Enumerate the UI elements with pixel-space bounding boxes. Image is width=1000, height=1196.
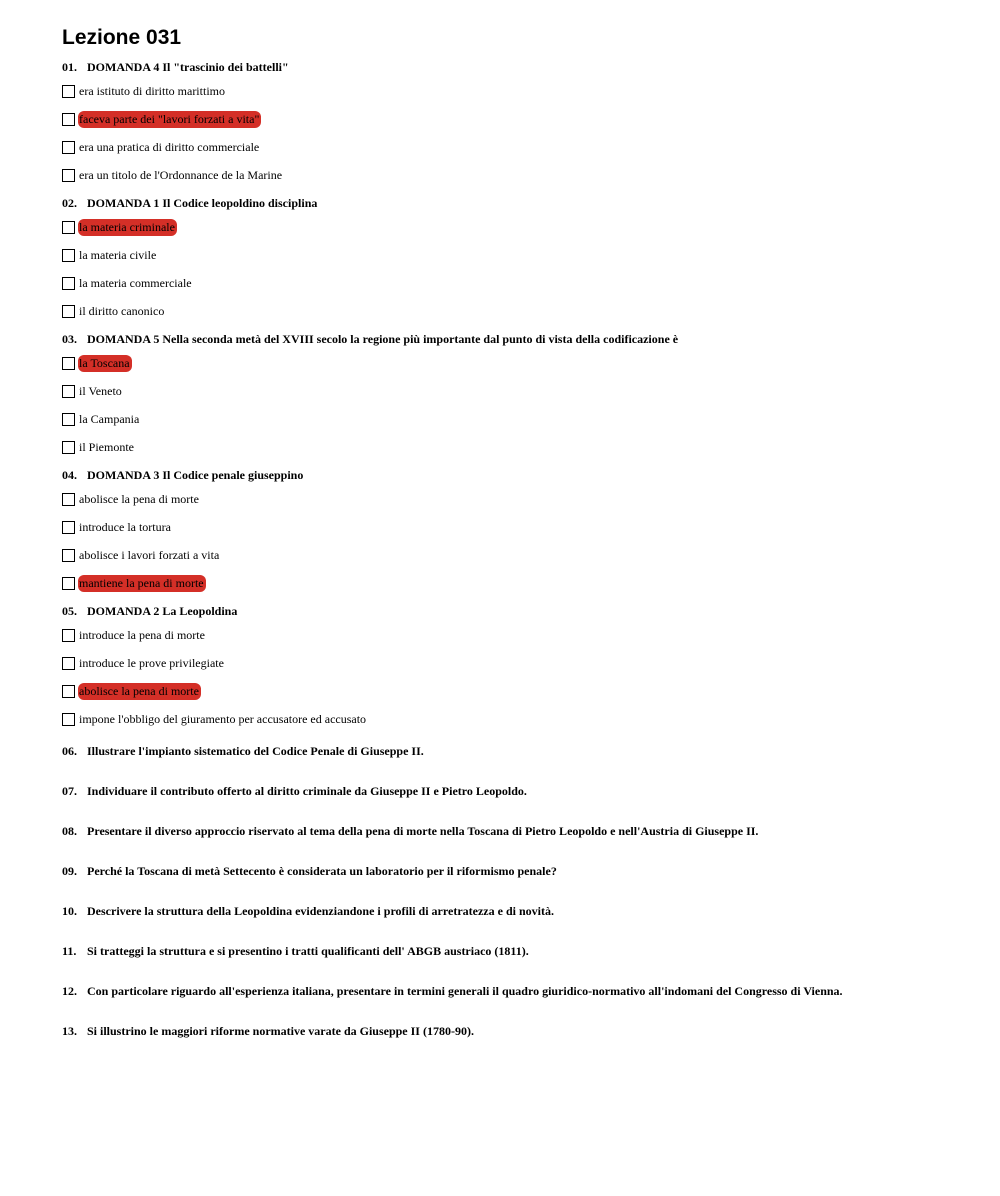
answer-option[interactable] [62, 546, 982, 564]
answer-option[interactable] [62, 166, 982, 184]
question-text: Individuare il contributo offerto al diritto criminale da Giuseppe II e Pietro Leopoldo. [87, 784, 527, 798]
answer-option[interactable] [62, 438, 982, 456]
answer-option[interactable] [62, 110, 982, 128]
question-text: Illustrare l'impianto sistematico del Codice Penale di Giuseppe II. [87, 744, 424, 758]
answer-text: introduce le prove privilegiate [79, 655, 224, 670]
answer-checkbox[interactable] [62, 305, 75, 318]
answer-text: abolisce la pena di morte [79, 491, 199, 506]
answer-option[interactable] [62, 354, 982, 372]
answer-text: era istituto di diritto marittimo [79, 83, 225, 98]
answer-checkbox[interactable] [62, 629, 75, 642]
answer-text: era un titolo de l'Ordonnance de la Marine [79, 167, 283, 182]
answer-option[interactable] [62, 710, 982, 728]
question-block [62, 330, 982, 456]
answer-checkbox[interactable] [62, 413, 75, 426]
question-text: DOMANDA 1 Il Codice leopoldino disciplina [87, 196, 318, 210]
answer-checkbox[interactable] [62, 713, 75, 726]
open-question [62, 942, 982, 960]
answer-checkbox[interactable] [62, 685, 75, 698]
answer-checkbox[interactable] [62, 521, 75, 534]
question-text: DOMANDA 4 Il "trascinio dei battelli" [87, 60, 289, 74]
answer-checkbox[interactable] [62, 113, 75, 126]
page-title: Lezione 031 [62, 26, 182, 49]
answer-option[interactable] [62, 654, 982, 672]
question-number: 12. [62, 984, 77, 998]
answer-text: impone l'obbligo del giuramento per accusatore ed accusato [79, 711, 367, 726]
question-text: Descrivere la struttura della Leopoldina evidenziandone i profili di arretratezza e di novità. [87, 904, 554, 918]
document-page [62, 24, 982, 1040]
question-text: Con particolare riguardo all'esperienza italiana, presentare in termini generali il quadro giuridico-normativo all'indomani del Congresso di Vienna. [87, 984, 843, 998]
question-number: 02. [62, 196, 77, 210]
answer-checkbox[interactable] [62, 441, 75, 454]
answer-text: era una pratica di diritto commerciale [79, 139, 260, 154]
answer-option[interactable] [62, 574, 982, 592]
answer-text: la materia civile [79, 247, 157, 262]
open-question [62, 862, 982, 880]
answer-option[interactable] [62, 626, 982, 644]
answer-text: il Piemonte [79, 439, 134, 454]
open-questions-section [62, 742, 982, 1040]
answer-option[interactable] [62, 382, 982, 400]
answer-text-highlighted: la Toscana [79, 355, 130, 370]
question-block [62, 194, 982, 320]
question-text: Presentare il diverso approccio riservato al tema della pena di morte nella Toscana di Pietro Leopoldo e nell'Austria di Giuseppe II. [87, 824, 759, 838]
answer-text-highlighted: abolisce la pena di morte [79, 683, 199, 698]
answer-checkbox[interactable] [62, 277, 75, 290]
answer-option[interactable] [62, 490, 982, 508]
answer-options [62, 82, 982, 184]
question-heading [62, 194, 982, 212]
answer-checkbox[interactable] [62, 85, 75, 98]
question-number: 09. [62, 864, 77, 878]
question-heading [62, 602, 982, 620]
answer-option[interactable] [62, 274, 982, 292]
answer-options [62, 218, 982, 320]
question-number: 11. [62, 944, 77, 958]
answer-text: la Campania [79, 411, 140, 426]
answer-text: introduce la pena di morte [79, 627, 205, 642]
answer-text-highlighted: la materia criminale [79, 219, 175, 234]
open-question [62, 1022, 982, 1040]
answer-option[interactable] [62, 138, 982, 156]
answer-checkbox[interactable] [62, 249, 75, 262]
answer-text: il diritto canonico [79, 303, 165, 318]
answer-text: il Veneto [79, 383, 122, 398]
question-block [62, 602, 982, 728]
answer-text-highlighted: mantiene la pena di morte [79, 575, 204, 590]
answer-options [62, 626, 982, 728]
question-number: 13. [62, 1024, 77, 1038]
question-number: 10. [62, 904, 77, 918]
question-block [62, 466, 982, 592]
answer-checkbox[interactable] [62, 385, 75, 398]
answer-options [62, 354, 982, 456]
answer-text-highlighted: faceva parte dei "lavori forzati a vita" [79, 111, 260, 126]
open-question [62, 782, 982, 800]
answer-option[interactable] [62, 410, 982, 428]
question-text: DOMANDA 5 Nella seconda metà del XVIII secolo la regione più importante dal punto di vista della codificazione è [87, 332, 679, 346]
answer-checkbox[interactable] [62, 141, 75, 154]
answer-option[interactable] [62, 682, 982, 700]
question-text: Si tratteggi la struttura e si presentino i tratti qualificanti dell' ABGB austriaco (1811). [87, 944, 529, 958]
answer-text: abolisce i lavori forzati a vita [79, 547, 220, 562]
question-text: Si illustrino le maggiori riforme normative varate da Giuseppe II (1780-90). [87, 1024, 474, 1038]
answer-checkbox[interactable] [62, 357, 75, 370]
question-number: 08. [62, 824, 77, 838]
multiple-choice-section [62, 58, 982, 728]
answer-checkbox[interactable] [62, 577, 75, 590]
answer-checkbox[interactable] [62, 657, 75, 670]
question-number: 06. [62, 744, 77, 758]
question-heading [62, 330, 982, 348]
answer-text: introduce la tortura [79, 519, 171, 534]
question-number: 04. [62, 468, 77, 482]
question-text: DOMANDA 2 La Leopoldina [87, 604, 238, 618]
answer-option[interactable] [62, 246, 982, 264]
question-block [62, 58, 982, 184]
answer-checkbox[interactable] [62, 169, 75, 182]
question-number: 07. [62, 784, 77, 798]
answer-text: la materia commerciale [79, 275, 192, 290]
question-text: DOMANDA 3 Il Codice penale giuseppino [87, 468, 304, 482]
answer-checkbox[interactable] [62, 221, 75, 234]
question-heading [62, 58, 982, 76]
answer-options [62, 490, 982, 592]
answer-option[interactable] [62, 82, 982, 100]
answer-option[interactable] [62, 218, 982, 236]
answer-option[interactable] [62, 302, 982, 320]
open-question [62, 982, 982, 1000]
answer-checkbox[interactable] [62, 549, 75, 562]
answer-option[interactable] [62, 518, 982, 536]
open-question [62, 902, 982, 920]
question-heading [62, 466, 982, 484]
question-text: Perché la Toscana di metà Settecento è considerata un laboratorio per il riformismo penale? [87, 864, 557, 878]
question-number: 03. [62, 332, 77, 346]
question-number: 05. [62, 604, 77, 618]
open-question [62, 822, 982, 840]
open-question [62, 742, 982, 760]
answer-checkbox[interactable] [62, 493, 75, 506]
question-number: 01. [62, 60, 77, 74]
